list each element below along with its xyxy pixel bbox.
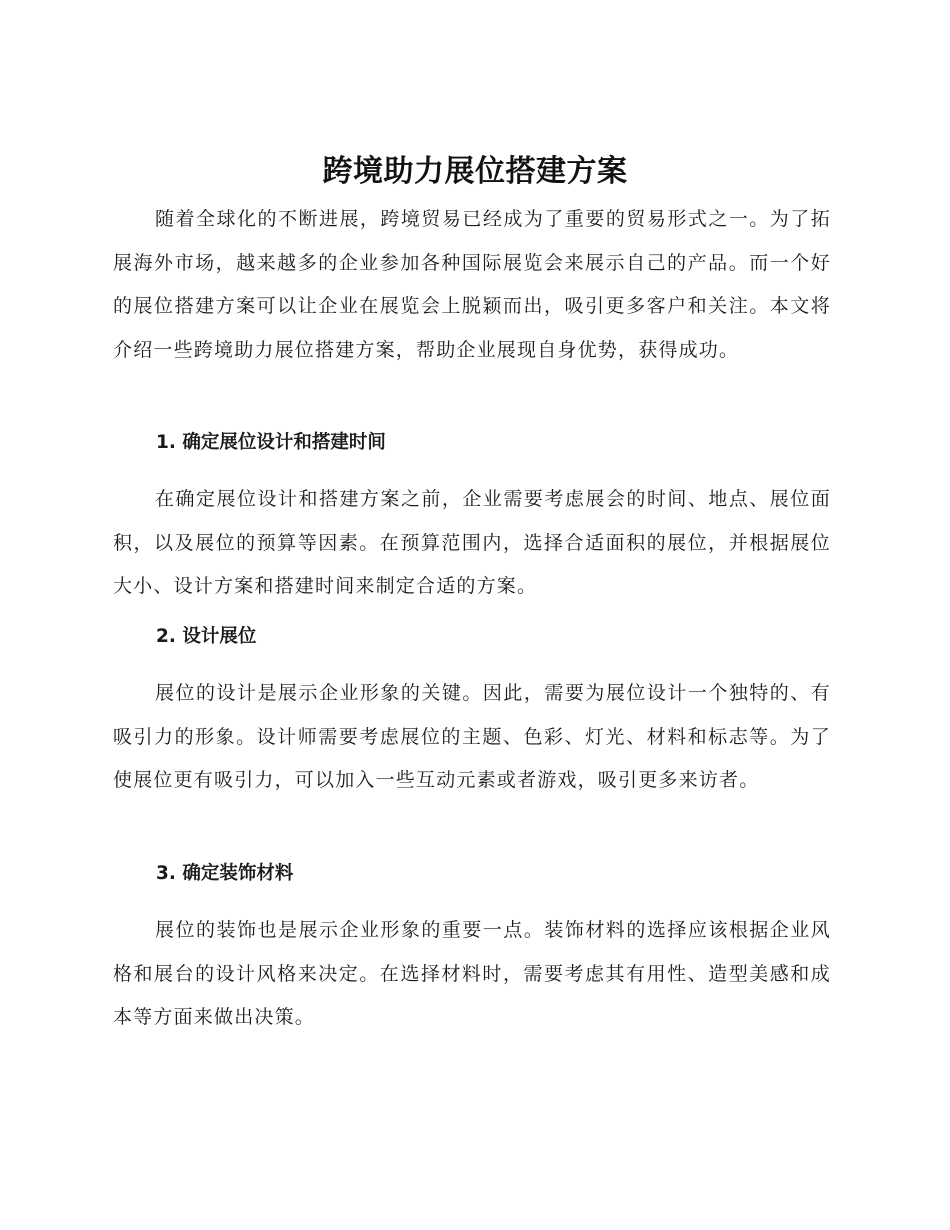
section-body-2: 展位的设计是展示企业形象的关键。因此，需要为展位设计一个独特的、有吸引力的形象。设计师需要考虑展位的主题、色彩、灯光、材料和标志等。为了使展位更有吸引力，可以加入一些互动元素或者游戏，吸引更多来访者。 <box>113 682 831 791</box>
section-heading-3: 3. 确定装饰材料 <box>156 863 294 884</box>
section-heading-1: 1. 确定展位设计和搭建时间 <box>156 432 386 453</box>
document-title: 跨境助力展位搭建方案 <box>322 154 628 189</box>
section-body-1: 在确定展位设计和搭建方案之前，企业需要考虑展会的时间、地点、展位面积，以及展位的预算等因素。在预算范围内，选择合适面积的展位，并根据展位大小、设计方案和搭建时间来制定合适的方案。 <box>113 488 831 597</box>
section-heading-2: 2. 设计展位 <box>156 626 257 647</box>
section-body-3: 展位的装饰也是展示企业形象的重要一点。装饰材料的选择应该根据企业风格和展台的设计风格来决定。在选择材料时，需要考虑其有用性、造型美感和成本等方面来做出决策。 <box>113 919 831 1028</box>
intro-paragraph: 随着全球化的不断进展，跨境贸易已经成为了重要的贸易形式之一。为了拓展海外市场，越来越多的企业参加各种国际展览会来展示自己的产品。而一个好的展位搭建方案可以让企业在展览会上脱颖而出，吸引更多客户和关注。本文将介绍一些跨境助力展位搭建方案，帮助企业展现自身优势，获得成功。 <box>113 208 831 361</box>
